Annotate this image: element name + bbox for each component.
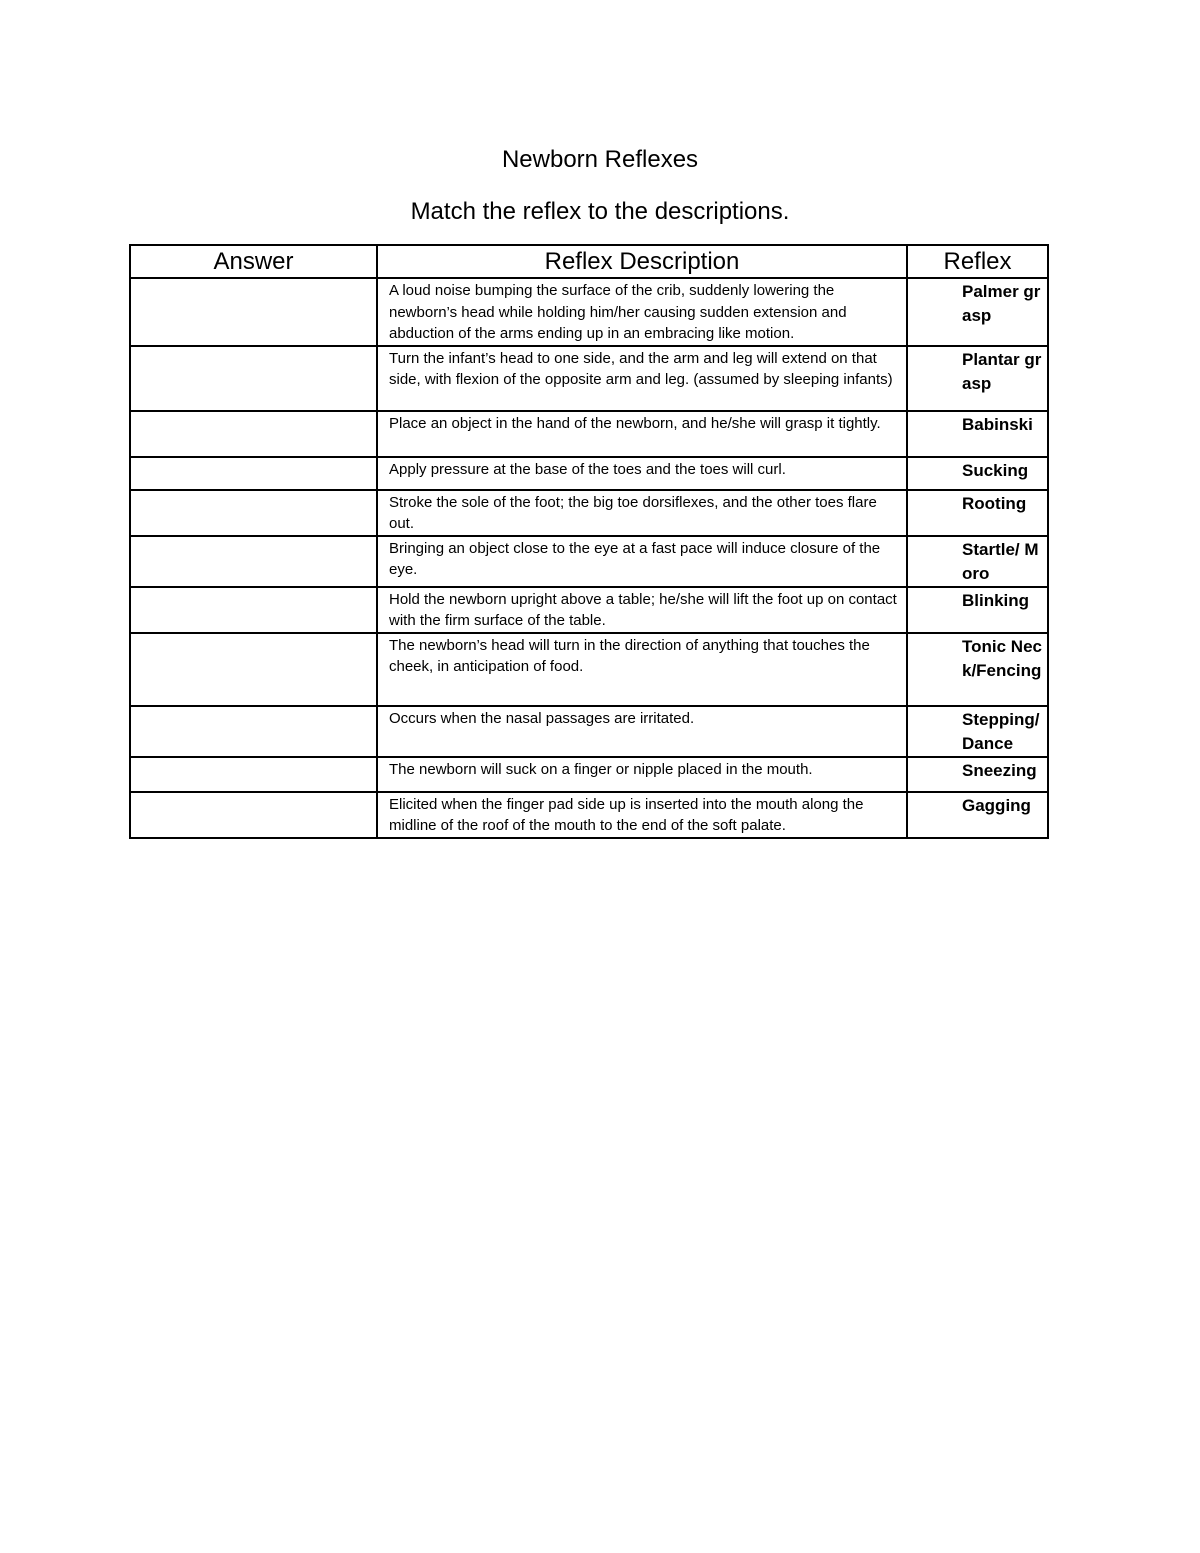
table-row — [130, 633, 1048, 706]
answer-cell[interactable] — [130, 757, 377, 792]
table-row — [130, 757, 1048, 792]
reflex-cell: Stepping/Dance — [907, 706, 1048, 757]
reflex-cell: Tonic Neck/Fencing — [907, 633, 1048, 706]
description-cell: Stroke the sole of the foot; the big toe dorsiflexes, and the other toes flare out. — [377, 490, 907, 536]
table-row — [130, 490, 1048, 536]
answer-cell[interactable] — [130, 536, 377, 587]
table-row — [130, 411, 1048, 457]
table-row — [130, 457, 1048, 490]
description-cell: The newborn will suck on a finger or nipple placed in the mouth. — [377, 757, 907, 792]
header-description: Reflex Description — [377, 245, 907, 278]
reflex-cell: Palmer grasp — [907, 278, 1048, 346]
reflex-cell: Sneezing — [907, 757, 1048, 792]
description-cell: Elicited when the finger pad side up is inserted into the mouth along the midline of the roof of the mouth to the end of the soft palate. — [377, 792, 907, 838]
answer-cell[interactable] — [130, 346, 377, 411]
reflex-cell: Rooting — [907, 490, 1048, 536]
table-row — [130, 346, 1048, 411]
answer-cell[interactable] — [130, 457, 377, 490]
header-reflex: Reflex — [907, 245, 1048, 278]
answer-cell[interactable] — [130, 633, 377, 706]
reflex-matching-table — [129, 244, 1049, 839]
table-row — [130, 706, 1048, 757]
table-row — [130, 587, 1048, 633]
description-cell: Turn the infant’s head to one side, and the arm and leg will extend on that side, with flexion of the opposite arm and leg. (assumed by sleeping infants) — [377, 346, 907, 411]
answer-cell[interactable] — [130, 278, 377, 346]
reflex-cell: Sucking — [907, 457, 1048, 490]
page-title: Newborn Reflexes — [501, 146, 699, 173]
description-cell: The newborn’s head will turn in the direction of anything that touches the cheek, in anticipation of food. — [377, 633, 907, 706]
answer-cell[interactable] — [130, 706, 377, 757]
reflex-cell: Plantar grasp — [907, 346, 1048, 411]
answer-cell[interactable] — [130, 792, 377, 838]
instructions: Match the reflex to the descriptions. — [410, 198, 790, 225]
table-row — [130, 536, 1048, 587]
description-cell: Place an object in the hand of the newborn, and he/she will grasp it tightly. — [377, 411, 907, 457]
table-row — [130, 792, 1048, 838]
description-cell: Bringing an object close to the eye at a fast pace will induce closure of the eye. — [377, 536, 907, 587]
header-answer: Answer — [130, 245, 377, 278]
description-cell: Hold the newborn upright above a table; he/she will lift the foot up on contact with the firm surface of the table. — [377, 587, 907, 633]
description-cell: Occurs when the nasal passages are irritated. — [377, 706, 907, 757]
answer-cell[interactable] — [130, 411, 377, 457]
table-header-row — [130, 245, 1048, 278]
reflex-cell: Babinski — [907, 411, 1048, 457]
answer-cell[interactable] — [130, 587, 377, 633]
reflex-cell: Blinking — [907, 587, 1048, 633]
description-cell: Apply pressure at the base of the toes and the toes will curl. — [377, 457, 907, 490]
description-cell: A loud noise bumping the surface of the crib, suddenly lowering the newborn’s head while holding him/her causing sudden extension and abduction of the arms ending up in an embracing like motion. — [377, 278, 907, 346]
answer-cell[interactable] — [130, 490, 377, 536]
table-row — [130, 278, 1048, 346]
reflex-cell: Gagging — [907, 792, 1048, 838]
reflex-cell: Startle/ Moro — [907, 536, 1048, 587]
